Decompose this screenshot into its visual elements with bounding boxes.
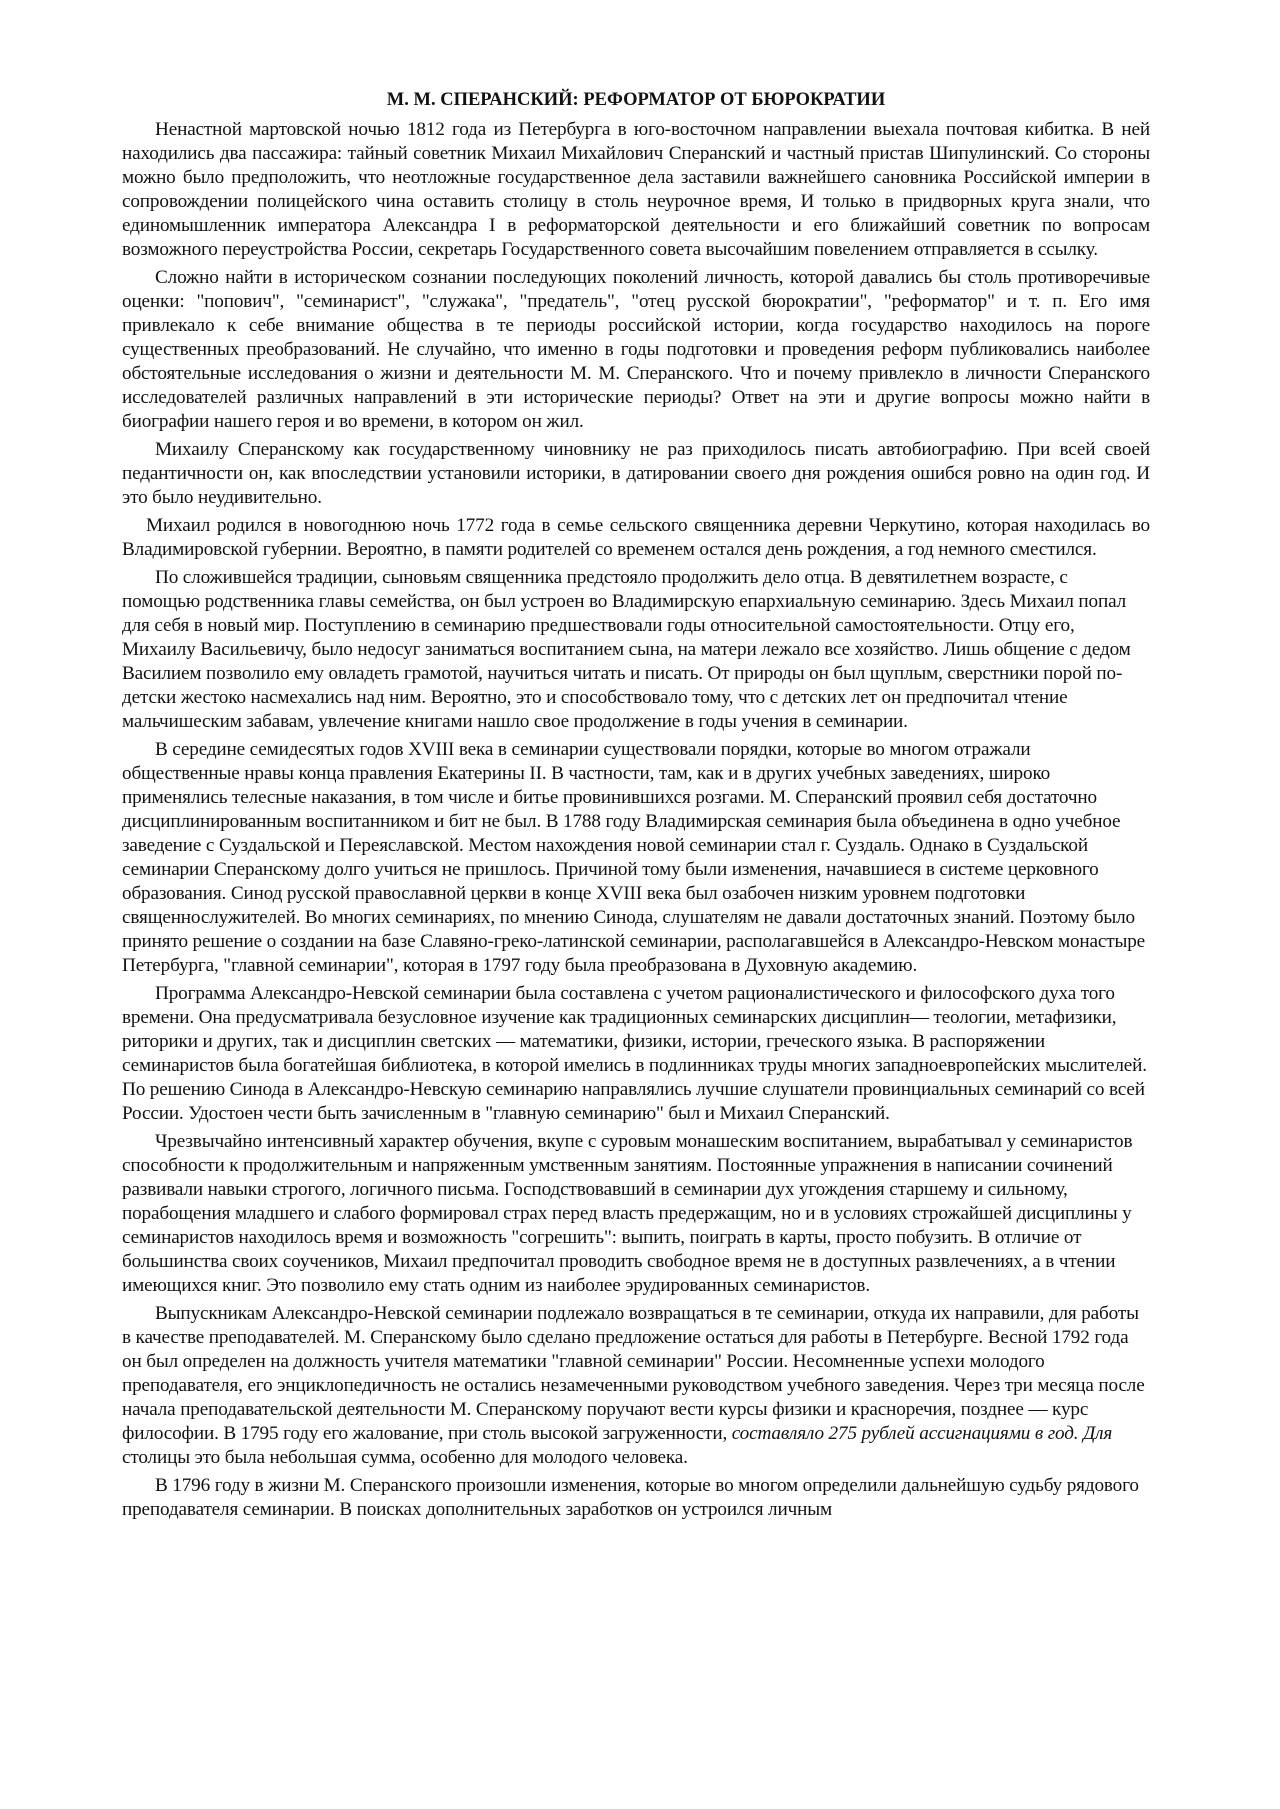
paragraph-text: столицы это была небольшая сумма, особенно для молодого человека.: [122, 1447, 688, 1468]
paragraph: В 1796 году в жизни М. Сперанского произошли изменения, которые во многом определили дальнейшую судьбу рядового преподавателя семинарии. В поисках дополнительных заработков он устроился личным: [122, 1475, 1139, 1520]
paragraph: В середине семидесятых годов XVIII века в семинарии существовали порядки, которые во многом отражали общественные нравы конца правления Екатерины II. В частности, там, как и в других учебных заведениях, широко применялись телесные наказания, в том числе и битье провинившихся розгами. М. Сперанский проявил себя достаточно дисциплинированным воспитанником и бит не был. В 1788 году Владимирская семинария была объединена в одно учебное заведение с Суздальской и Переяславской. Местом нахождения новой семинарии стал г. Суздаль. Однако в Суздальской семинарии Сперанскому долго учиться не пришлось. Причиной тому были изменения, начавшиеся в системе церковного образования. Синод русской православной церкви в конце XVIII века был озабочен низким уровнем подготовки священнослужителей. Во многих семинариях, по мнению Синода, слушателям не давали достаточных знаний. Поэтому было принято решение о создании на базе Славяно-греко-латинской семинарии, располагавшейся в Александро-Невском монастыре Петербурга, "главной семинарии", которая в 1797 году была преобразована в Духовную академию.: [122, 739, 1146, 976]
paragraph: Ненастной мартовской ночью 1812 года из Петербурга в юго-восточном направлении выехала почтовая кибитка. В ней находились два пассажира: тайный советник Михаил Михайлович Сперанский и частный пристав Шипулинский. Со стороны можно было предположить, что неотложные государственное дела заставили важнейшего сановника Российской империи в сопровождении полицейского чина оставить столицу в столь неурочное время, И только в придворных круга знали, что единомышленник императора Александра I в реформаторской деятельности и его ближайший советник по вопросам возможного переустройства России, секретарь Государственного совета высочайшим повелением отправляется в ссылку.: [122, 119, 1150, 260]
paragraph: Михаилу Сперанскому как государственному чиновнику не раз приходилось писать автобиографию. При всей своей педантичности он, как впоследствии установили историки, в датировании своего дня рождения ошибся ровно на один год. И это было неудивительно.: [122, 439, 1150, 508]
italic-text: составляло 275 рублей ассигнациями в год. Для: [731, 1423, 1113, 1444]
paragraph-text: Выпускникам Александро-Невской семинарии подлежало возвращаться в те семинарии, откуда их направили, для работы в качестве преподавателей. М. Сперанскому было сделано предложение остаться для работы в Петербурге. Весной 1792 года он был определен на должность учителя математики "главной семинарии" России. Несомненные успехи молодого преподавателя, его энциклопедичность не остались незамеченными руководством учебного заведения. Через три месяца после начала преподавательской деятельности М. Сперанскому поручают вести курсы физики и красноречия, позднее — курс философии. В 1795 году его жалование, при столь высокой загруженности,: [122, 1303, 1145, 1444]
paragraph: По сложившейся традиции, сыновьям священника предстояло продолжить дело отца. В девятилетнем возрасте, с помощью родственника главы семейства, он был устроен во Владимирскую епархиальную семинарию. Здесь Михаил попал для себя в новый мир. Поступлению в семинарию предшествовали годы относительной самостоятельности. Отцу его, Михаилу Васильевичу, было недосуг заниматься воспитанием сына, на матери лежало все хозяйство. Лишь общение с дедом Василием позволило ему овладеть грамотой, научиться читать и писать. От природы он был щуплым, сверстники порой по-детски жестоко насмехались над ним. Вероятно, это и способствовало тому, что с детских лет он предпочитал чтение мальчишеским забавам, увлечение книгами нашло свое продолжение в годы учения в семинарии.: [122, 567, 1131, 732]
paragraph: Сложно найти в историческом сознании последующих поколений личность, которой давались бы столь противоречивые оценки: "попович", "семинарист", "служака", "предатель", "отец русской бюрократии", "реформатор" и т. п. Его имя привлекало к себе внимание общества в те периоды российской истории, когда государство находилось на пороге существенных преобразований. Не случайно, что именно в годы подготовки и проведения реформ публиковались наиболее обстоятельные исследования о жизни и деятельности М. М. Сперанского. Что и почему привлекло в личности Сперанского исследователей различных направлений в эти исторические периоды? Ответ на эти и другие вопросы можно найти в биографии нашего героя и во времени, в котором он жил.: [122, 267, 1150, 432]
paragraph: [122, 1302, 1150, 1470]
paragraph: Михаил родился в новогоднюю ночь 1772 года в семье сельского священника деревни Черкутино, которая находилась во Владимировской губернии. Вероятно, в памяти родителей со временем остался день рождения, а год немного сместился.: [122, 515, 1150, 560]
paragraph: Чрезвычайно интенсивный характер обучения, вкупе с суровым монашеским воспитанием, вырабатывал у семинаристов способности к продолжительным и напряженным умственным занятиям. Постоянные упражнения в написании сочинений развивали навыки строгого, логичного письма. Господствовавший в семинарии дух угождения старшему и сильному, порабощения младшего и слабого формировал страх перед власть предержащим, но и в условиях строжайшей дисциплины у семинаристов находилось время и возможность "согрешить": выпить, поиграть в карты, просто побузить. В отличие от большинства своих соучеников, Михаил предпочитал проводить свободное время не в доступных развлечениях, а в чтении имеющихся книг. Это позволило ему стать одним из наиболее эрудированных семинаристов.: [122, 1131, 1133, 1296]
paragraph: Программа Александро-Невской семинарии была составлена с учетом рационалистического и философского духа того времени. Она предусматривала безусловное изучение как традиционных семинарских дисциплин— теологии, метафизики, риторики и других, так и дисциплин светских — математики, физики, истории, греческого языка. В распоряжении семинаристов была богатейшая библиотека, в которой имелись в подлинниках труды многих западноевропейских мыслителей. По решению Синода в Александро-Невскую семинарию направлялись лучшие слушатели провинциальных семинарий со всей России. Удостоен чести быть зачисленным в "главную семинарию" был и Михаил Сперанский.: [122, 983, 1147, 1124]
document-title: М. М. СПЕРАНСКИЙ: РЕФОРМАТОР ОТ БЮРОКРАТИИ: [386, 90, 886, 110]
